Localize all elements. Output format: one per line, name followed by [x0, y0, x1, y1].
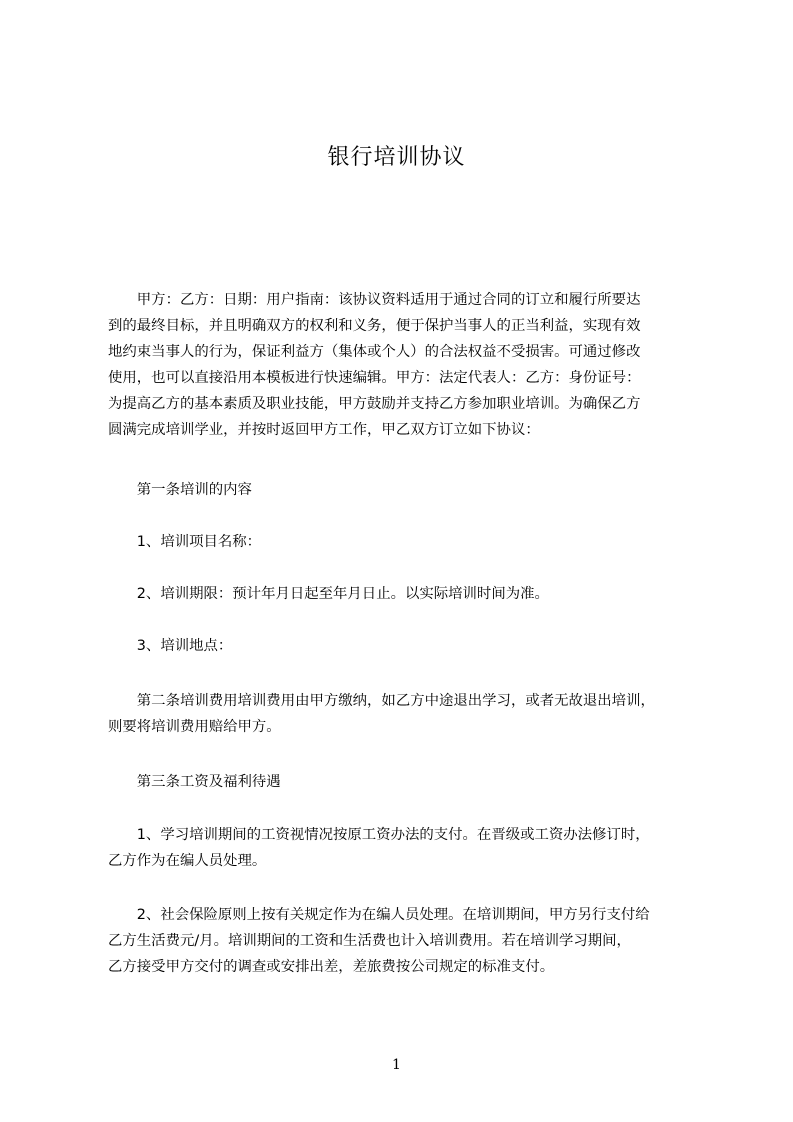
article-1-item-3 [108, 633, 692, 659]
paragraph-line: 第一条培训的内容 [108, 482, 252, 498]
paragraph-line: 1、学习培训期间的工资视情况按原工资办法的支付。在晋级或工资办法修订时， [108, 827, 650, 843]
paragraph-line: 使用，也可以直接沿用本模板进行快速编辑。甲方：法定代表人：乙方：身份证号： [108, 370, 641, 386]
paragraph-line: 乙方作为在编人员处理。 [108, 853, 267, 869]
page-number: 1 [392, 1057, 401, 1073]
article-3-clause-1 [108, 822, 692, 874]
article-2-paragraph [108, 688, 692, 740]
paragraph-line: 1、培训项目名称： [108, 534, 262, 550]
article-1-heading [108, 477, 692, 503]
paragraph-line: 地约束当事人的行为，保证利益方（集体或个人）的合法权益不受损害。可通过修改 [108, 344, 641, 360]
paragraph-line: 第三条工资及福利待遇 [108, 774, 281, 790]
article-3-clause-2 [108, 902, 692, 980]
document-title: 银行培训协议 [327, 145, 466, 170]
article-1-item-2 [108, 581, 692, 607]
paragraph-line: 3、培训地点： [108, 638, 233, 654]
intro-paragraph [108, 287, 692, 443]
paragraph-line: 2、社会保险原则上按有关规定作为在编人员处理。在培训期间，甲方另行支付给 [108, 907, 650, 923]
article-3-heading [108, 769, 692, 795]
paragraph-line: 2、培训期限：预计年月日起至年月日止。以实际培训时间为准。 [108, 586, 549, 602]
paragraph-line: 到的最终目标，并且明确双方的权利和义务，便于保护当事人的正当利益，实现有效 [108, 318, 641, 334]
paragraph-line: 则要将培训费用赔给甲方。 [108, 719, 281, 735]
paragraph-line: 乙方生活费元/月。培训期间的工资和生活费也计入培训费用。若在培训学习期间， [108, 933, 631, 949]
paragraph-line: 甲方：乙方：日期：用户指南：该协议资料适用于通过合同的订立和履行所要达 [108, 292, 641, 308]
paragraph-line: 为提高乙方的基本素质及职业技能，甲方鼓励并支持乙方参加职业培训。为确保乙方 [108, 396, 641, 412]
paragraph-line: 第二条培训费用培训费用由甲方缴纳，如乙方中途退出学习，或者无故退出培训， [108, 693, 655, 709]
paragraph-line: 圆满完成培训学业，并按时返回甲方工作，甲乙双方订立如下协议： [108, 422, 540, 438]
paragraph-line: 乙方接受甲方交付的调查或安排出差，差旅费按公司规定的标准支付。 [108, 959, 555, 975]
article-1-item-1 [108, 529, 692, 555]
